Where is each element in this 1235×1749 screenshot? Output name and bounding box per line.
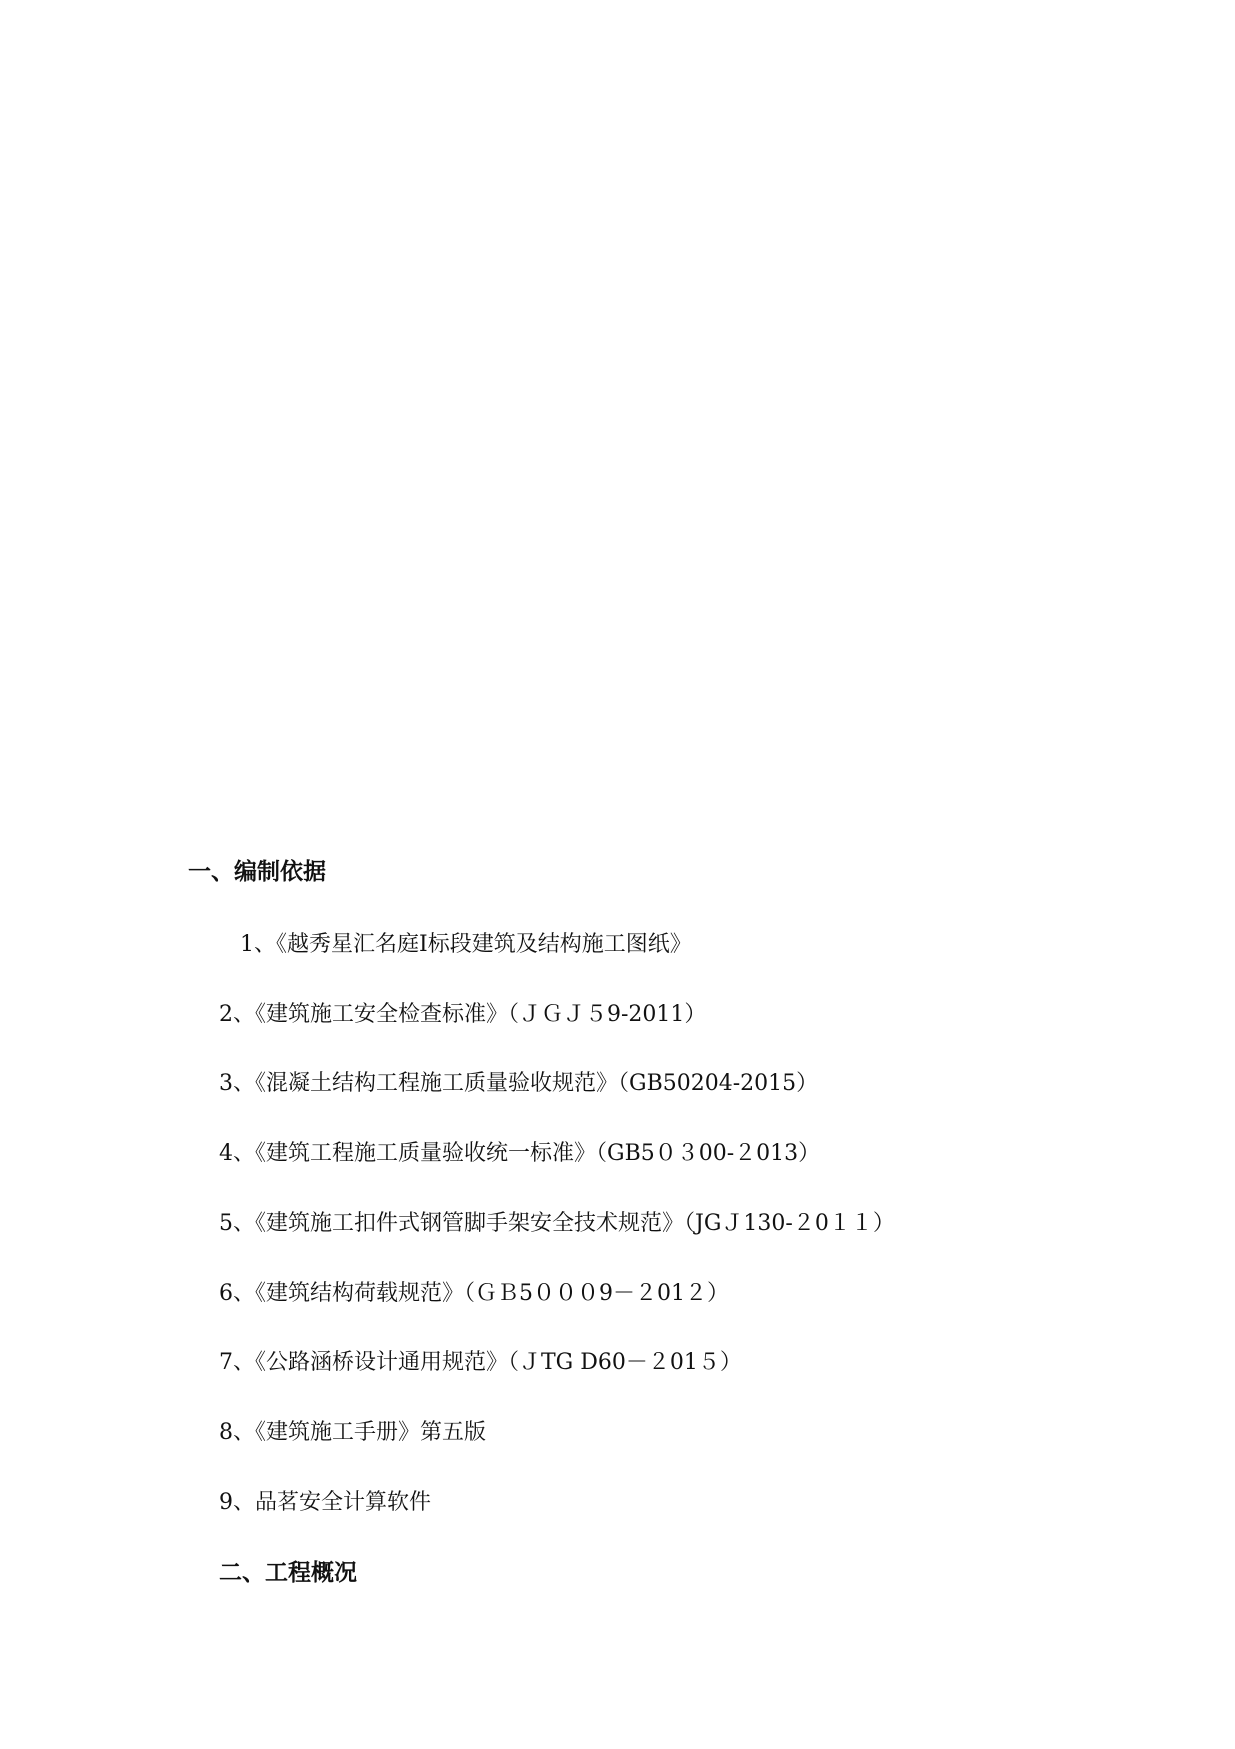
section-heading-basis: 一、编制依据 xyxy=(188,859,326,885)
basis-item-5: 5、《建筑施工扣件式钢管脚手架安全技术规范》（JGＪ130-２0１１） xyxy=(219,1211,895,1236)
basis-item-6: 6、《建筑结构荷载规范》（ＧＢ5０００9－２01２） xyxy=(219,1281,729,1306)
basis-item-8: 8、《建筑施工手册》第五版 xyxy=(219,1420,486,1445)
basis-item-3: 3、《混凝土结构工程施工质量验收规范》（GB50204-2015） xyxy=(219,1071,819,1096)
basis-item-1: 1、《越秀星汇名庭Ⅰ标段建筑及结构施工图纸》 xyxy=(240,932,692,957)
basis-item-4: 4、《建筑工程施工质量验收统一标准》（GB5０３00-２013） xyxy=(219,1141,821,1166)
basis-item-9: 9、品茗安全计算软件 xyxy=(219,1490,431,1515)
basis-item-2: 2、《建筑施工安全检查标准》（ＪＧＪ５9-2011） xyxy=(219,1002,707,1027)
section-heading-overview: 二、工程概况 xyxy=(219,1560,357,1586)
basis-item-7: 7、《公路涵桥设计通用规范》（ＪTG D60－２01５） xyxy=(219,1350,742,1375)
